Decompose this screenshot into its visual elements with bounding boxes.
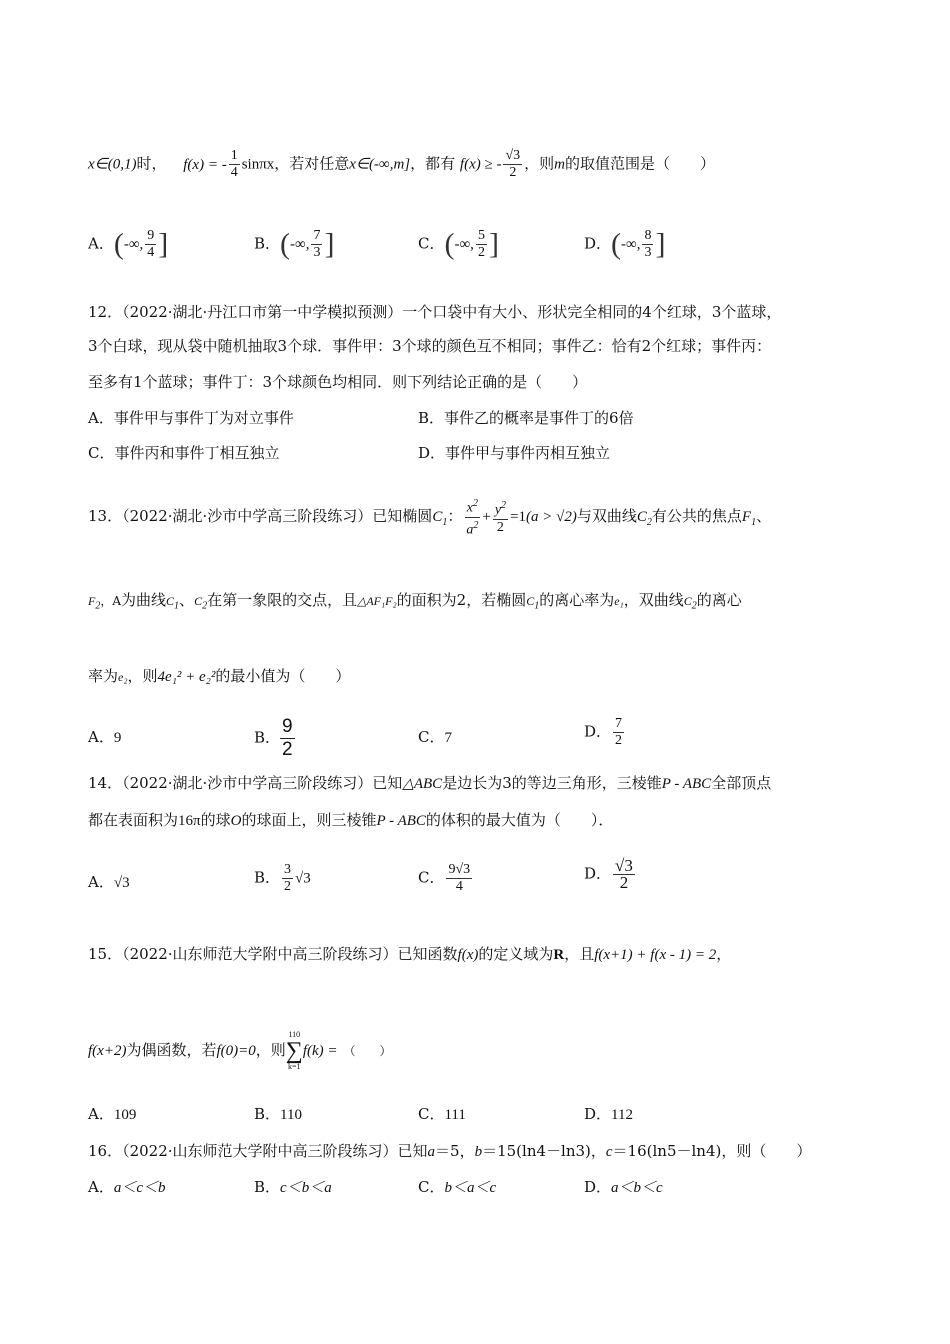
q13-c1-ref2: $C_1$ bbox=[526, 594, 540, 612]
q15-option-a[interactable] bbox=[88, 1104, 136, 1125]
q11-text3: ，都有 bbox=[410, 154, 456, 173]
q16-option-c[interactable] bbox=[418, 1177, 496, 1198]
option-frac: $\frac{9}{4}$ bbox=[147, 228, 155, 260]
option-value: 110 bbox=[280, 1107, 302, 1123]
q13-intro: 13．（2022·湖北·沙市中学高三阶段练习）已知椭圆 bbox=[88, 507, 433, 526]
q13-l2-t7: 的离心 bbox=[696, 591, 742, 609]
q13-c1: $C_1$ bbox=[432, 509, 448, 529]
q12-option-d[interactable]: D．事件甲与事件丙相互独立 bbox=[418, 444, 611, 462]
q15-equation: f(x+1) + f(x - 1) = 2 bbox=[594, 947, 717, 963]
q11-ineq: f(x) ≥ - bbox=[459, 156, 502, 173]
q15-sum: 110 ∑ k=1 bbox=[285, 1030, 303, 1071]
q13-sep: 、 bbox=[756, 507, 772, 526]
q13-mid2: 有公共的焦点 bbox=[651, 507, 742, 526]
q15-sum-body: f(k) = bbox=[302, 1043, 338, 1059]
q15-option-c[interactable] bbox=[418, 1104, 466, 1125]
option-label: C． bbox=[418, 234, 445, 253]
q13-f2: $F_2$ bbox=[88, 594, 101, 612]
option-frac: $\frac{8}{3}$ bbox=[644, 228, 652, 260]
option-frac: $\frac{5}{2}$ bbox=[477, 228, 485, 260]
q12-line2: 3个白球，现从袋中随机抽取3个球．事件甲：3个球的颜色互不相同；事件乙：恰有2个红球；事件丙： bbox=[88, 337, 772, 355]
q14-l2-a: 都在表面积为 bbox=[88, 811, 179, 829]
q13-mid: 与双曲线 bbox=[576, 507, 637, 526]
option-label: B． bbox=[254, 1178, 281, 1196]
q11-cond: x∈(0,1) bbox=[88, 156, 137, 173]
q15-l1-a: 15．（2022·山东师范大学附中高三阶段练习）已知函数 bbox=[88, 945, 458, 963]
option-frac: $\frac{9√3}{4}$ bbox=[448, 862, 471, 894]
option-label: C． bbox=[418, 728, 445, 746]
q15-line1 bbox=[88, 944, 731, 965]
q13-f1: $F_1$ bbox=[741, 509, 757, 529]
option-lead: -∞, bbox=[123, 236, 144, 253]
option-label: C． bbox=[418, 868, 445, 887]
q15-l2-b: ，则 bbox=[255, 1041, 286, 1059]
option-label: B． bbox=[254, 868, 281, 887]
q12-line1: 12．（2022·湖北·丹江口市第一中学模拟预测）一个口袋中有大小、形状完全相同的4个红球，3个蓝球， bbox=[88, 303, 782, 321]
q13-option-d[interactable] bbox=[584, 716, 626, 749]
q15-l2-a: 为偶函数，若 bbox=[126, 1041, 217, 1059]
q12-option-c[interactable]: C．事件丙和事件丁相互独立 bbox=[88, 444, 280, 462]
q13-triangle: △AF₁F₂ bbox=[357, 594, 397, 608]
q11-option-b[interactable]: B．(-∞, $\frac{7}{3}$ ] bbox=[254, 227, 335, 261]
q11-fdef-frac: $\frac{1}{4}$ bbox=[230, 148, 238, 180]
option-frac: $\frac{7}{3}$ bbox=[313, 228, 321, 260]
q14-area: 16π bbox=[178, 813, 201, 829]
option-label: D． bbox=[584, 722, 612, 741]
option-lead: -∞, bbox=[621, 236, 641, 253]
q13-e2: e₂ bbox=[118, 670, 128, 684]
option-frac: $\frac{3}{2}$ bbox=[284, 862, 292, 894]
q14-option-c[interactable] bbox=[418, 862, 474, 895]
q14-l2-c: 的球面上，则三棱锥 bbox=[241, 811, 377, 829]
q11-option-c[interactable]: C．(-∞, $\frac{5}{2}$ ] bbox=[418, 227, 499, 261]
option-label: C． bbox=[418, 1178, 445, 1196]
q16-l1-b: ＝5， bbox=[435, 1142, 475, 1160]
q13-l2-t1: 为曲线 bbox=[121, 591, 167, 609]
option-value: √3 bbox=[113, 875, 130, 891]
q13-colon: ： bbox=[447, 507, 463, 526]
option-frac: $\frac{√3}{2}$ bbox=[615, 856, 633, 892]
q13-option-a[interactable] bbox=[88, 727, 121, 748]
q16-var-c: c bbox=[605, 1144, 613, 1160]
q15-option-b[interactable] bbox=[254, 1104, 302, 1125]
option-label: A． bbox=[88, 234, 114, 253]
option-value: c＜b＜a bbox=[280, 1180, 332, 1196]
q13-l2-t6: ，双曲线 bbox=[623, 591, 684, 609]
q15-l1-b: 的定义域为 bbox=[478, 945, 554, 963]
q15-l2-c: （ ） bbox=[343, 1044, 392, 1058]
q13-line1: 13．（2022·湖北·沙市中学高三阶段练习）已知椭圆$C_1$： $\frac{x^2}{a^2}$ + $\frac{y^2}{2}$ =1(a > √2)与双曲线$C_2$有公共的焦点$F_1$、 bbox=[88, 498, 772, 538]
q11-fdef: f(x) = - bbox=[183, 156, 227, 173]
q16-l1-d: ＝16(ln5－ln4)，则（ ） bbox=[612, 1142, 812, 1160]
q14-l1-b: 是边长为3的等边三角形，三棱锥 bbox=[442, 774, 662, 792]
q13-option-c[interactable] bbox=[418, 727, 452, 748]
q12-option-b[interactable]: B．事件乙的概率是事件丁的6倍 bbox=[418, 409, 634, 427]
q15-l1-c: ，且 bbox=[564, 945, 595, 963]
q15-reals: R bbox=[553, 947, 565, 963]
q14-sphere-o: O bbox=[230, 813, 242, 829]
q12-option-a[interactable]: A．事件甲与事件丁为对立事件 bbox=[88, 409, 294, 427]
q14-line1 bbox=[88, 773, 771, 794]
q13-expr: 4e₁² + e₂² bbox=[157, 669, 216, 685]
q13-c1-ref: $C_1$ bbox=[166, 594, 180, 612]
q13-l2-t2: 、 bbox=[179, 591, 195, 609]
q13-yfrac: $\frac{y^2}{2}$ bbox=[494, 500, 507, 535]
option-label: B． bbox=[254, 234, 281, 253]
q14-option-b[interactable] bbox=[254, 862, 311, 895]
q16-var-b: b bbox=[474, 1144, 483, 1160]
q11-text4: ，则 bbox=[524, 154, 555, 173]
q11-stem bbox=[88, 148, 715, 181]
q13-cond: (a > √2) bbox=[526, 509, 577, 526]
option-label: B． bbox=[254, 728, 281, 747]
option-label: A． bbox=[88, 873, 114, 891]
q14-option-a[interactable] bbox=[88, 872, 130, 893]
q15-f0: f(0)=0 bbox=[216, 1043, 256, 1059]
q16-l1-c: ＝15(ln4－ln3)， bbox=[482, 1142, 606, 1160]
q14-option-d[interactable] bbox=[584, 858, 637, 891]
q14-l2-b: 的球 bbox=[200, 811, 231, 829]
option-label: A． bbox=[88, 728, 114, 746]
q13-c2: $C_2$ bbox=[636, 509, 652, 529]
q14-pyramid-2: P - ABC bbox=[376, 813, 426, 829]
q13-c2-ref: $C_2$ bbox=[194, 594, 208, 612]
option-value: 7 bbox=[444, 730, 452, 746]
q13-line2 bbox=[88, 590, 742, 616]
q16-l1-a: 16．（2022·山东师范大学附中高三阶段练习）已知 bbox=[88, 1142, 428, 1160]
q16-option-a[interactable] bbox=[88, 1177, 166, 1198]
option-lead: -∞, bbox=[454, 236, 474, 253]
option-label: D． bbox=[584, 1178, 612, 1196]
q13-point-a: ，A bbox=[100, 594, 122, 608]
q11-text1: 时， bbox=[136, 154, 167, 173]
q15-l1-d: ， bbox=[716, 945, 732, 963]
q13-e1: e₁ bbox=[614, 594, 624, 608]
q15-fx2: f(x+2) bbox=[88, 1043, 127, 1059]
q11-range: x∈(-∞,m] bbox=[349, 156, 411, 173]
q11-text2: ，若对任意 bbox=[274, 154, 350, 173]
q13-l2-t3: 在第一象限的交点，且 bbox=[207, 591, 358, 609]
q11-ineq-frac: $\frac{√3}{2}$ bbox=[505, 148, 521, 180]
option-label: B． bbox=[254, 1105, 281, 1123]
q13-option-b[interactable] bbox=[254, 716, 295, 761]
q12-line3: 至多有1个蓝球；事件丁：3个球颜色均相同．则下列结论正确的是（ ） bbox=[88, 373, 588, 391]
q15-line2 bbox=[88, 1030, 392, 1072]
q14-pyramid: P - ABC bbox=[661, 776, 712, 792]
q14-l1-a: 14．（2022·湖北·沙市中学高三阶段练习）已知 bbox=[88, 774, 403, 792]
option-label: D． bbox=[584, 1105, 612, 1123]
q14-triangle: △ABC bbox=[402, 776, 443, 792]
q13-l3-t2: ，则 bbox=[127, 667, 158, 685]
option-label: A． bbox=[88, 1178, 114, 1196]
q11-option-d[interactable]: D．(-∞, $\frac{8}{3}$ ] bbox=[584, 227, 666, 261]
q16-var-a: a bbox=[427, 1144, 436, 1160]
q13-line3 bbox=[88, 666, 350, 687]
q11-text5: 的取值范围是（ ） bbox=[565, 154, 716, 173]
q13-xfrac: $\frac{x^2}{a^2}$ bbox=[466, 498, 479, 538]
q11-option-a[interactable]: A．(-∞, $\frac{9}{4}$ ] bbox=[88, 227, 169, 261]
q13-l3-t3: 的最小值为（ ） bbox=[215, 667, 351, 685]
option-label: C． bbox=[418, 1105, 445, 1123]
option-value: a＜b＜c bbox=[611, 1180, 663, 1196]
q16-option-b[interactable] bbox=[254, 1177, 332, 1198]
q16-line1 bbox=[88, 1141, 811, 1162]
q15-fx: f(x) bbox=[457, 947, 479, 963]
option-value: b＜a＜c bbox=[444, 1180, 497, 1196]
q14-l2-d: 的体积的最大值为（ ）． bbox=[425, 811, 614, 829]
option-value: 111 bbox=[444, 1107, 466, 1123]
option-value: 9 bbox=[113, 730, 122, 746]
option-value: 109 bbox=[113, 1107, 137, 1123]
option-value: 112 bbox=[611, 1107, 633, 1123]
option-label: D． bbox=[584, 234, 612, 253]
q13-eq: =1 bbox=[510, 509, 526, 526]
q13-l3-t1: 率为 bbox=[88, 667, 119, 685]
option-label: D． bbox=[584, 864, 612, 883]
q15-option-d[interactable] bbox=[584, 1104, 633, 1125]
option-tail: √3 bbox=[295, 870, 311, 887]
q14-l1-c: 全部顶点 bbox=[711, 774, 772, 792]
option-label: A． bbox=[88, 1105, 114, 1123]
option-value: a＜c＜b bbox=[113, 1180, 166, 1196]
q16-option-d[interactable] bbox=[584, 1177, 663, 1198]
q13-l2-t4: 的面积为2，若椭圆 bbox=[396, 591, 527, 609]
q11-var: m bbox=[554, 156, 566, 173]
q13-c2-ref2: $C_2$ bbox=[683, 594, 697, 612]
option-frac: $\frac{7}{2}$ bbox=[615, 716, 623, 748]
option-lead: -∞, bbox=[290, 236, 310, 253]
q13-l2-t5: 的离心率为 bbox=[539, 591, 615, 609]
q11-fdef-tail: sinπx bbox=[241, 156, 275, 173]
option-frac: $\frac{9}{2}$ bbox=[282, 716, 293, 760]
q14-line2 bbox=[88, 810, 613, 831]
